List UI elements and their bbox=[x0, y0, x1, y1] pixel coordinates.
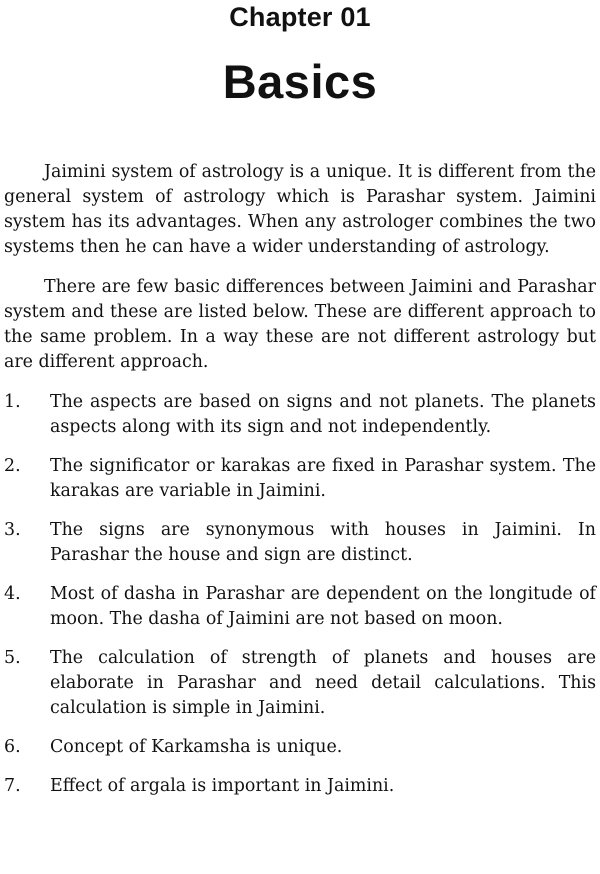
list-item-number: 7. bbox=[4, 776, 21, 796]
list-item-text: The calculation of strength of planets and houses are elaborate in Parashar and need detail calculations. This calculation is simple in Jaimini. bbox=[50, 648, 596, 718]
list-item bbox=[4, 582, 596, 632]
list-item-text: Concept of Karkamsha is unique. bbox=[50, 737, 343, 757]
intro-paragraph: Jaimini system of astrology is a unique. It is different from the general system of astrology which is Parashar system. Jaimini system has its advantages. When any astrologer combines the two systems then he can have a wider understanding of astrology. bbox=[4, 162, 596, 257]
list-item-text: Most of dasha in Parashar are dependent on the longitude of moon. The dasha of Jaimini are not based on moon. bbox=[50, 584, 596, 629]
list-item bbox=[4, 518, 596, 568]
list-item-number: 6. bbox=[4, 737, 21, 757]
list-item-number: 5. bbox=[4, 648, 21, 668]
list-item-number: 2. bbox=[4, 456, 21, 476]
list-item bbox=[4, 646, 596, 721]
list-item-text: The aspects are based on signs and not planets. The planets aspects along with its sign and not independently. bbox=[50, 392, 596, 437]
list-item-number: 4. bbox=[4, 584, 21, 604]
differences-list bbox=[4, 390, 596, 799]
chapter-label: Chapter 01 bbox=[229, 2, 371, 32]
list-item-text: The signs are synonymous with houses in Jaimini. In Parashar the house and sign are distinct. bbox=[50, 520, 596, 565]
list-item-text: Effect of argala is important in Jaimini. bbox=[50, 776, 395, 796]
list-item bbox=[4, 454, 596, 504]
differences-intro-paragraph: There are few basic differences between Jaimini and Parashar system and these are listed below. These are different approach to the same problem. In a way these are not different astrology but are different approach. bbox=[4, 277, 596, 372]
list-item bbox=[4, 735, 596, 760]
chapter-body bbox=[4, 160, 596, 813]
chapter-title: Basics bbox=[222, 55, 378, 108]
list-item bbox=[4, 390, 596, 440]
list-item-number: 3. bbox=[4, 520, 21, 540]
list-item-number: 1. bbox=[4, 392, 21, 412]
list-item bbox=[4, 774, 596, 799]
list-item-text: The significator or karakas are fixed in Parashar system. The karakas are variable in Jaimini. bbox=[50, 456, 596, 501]
